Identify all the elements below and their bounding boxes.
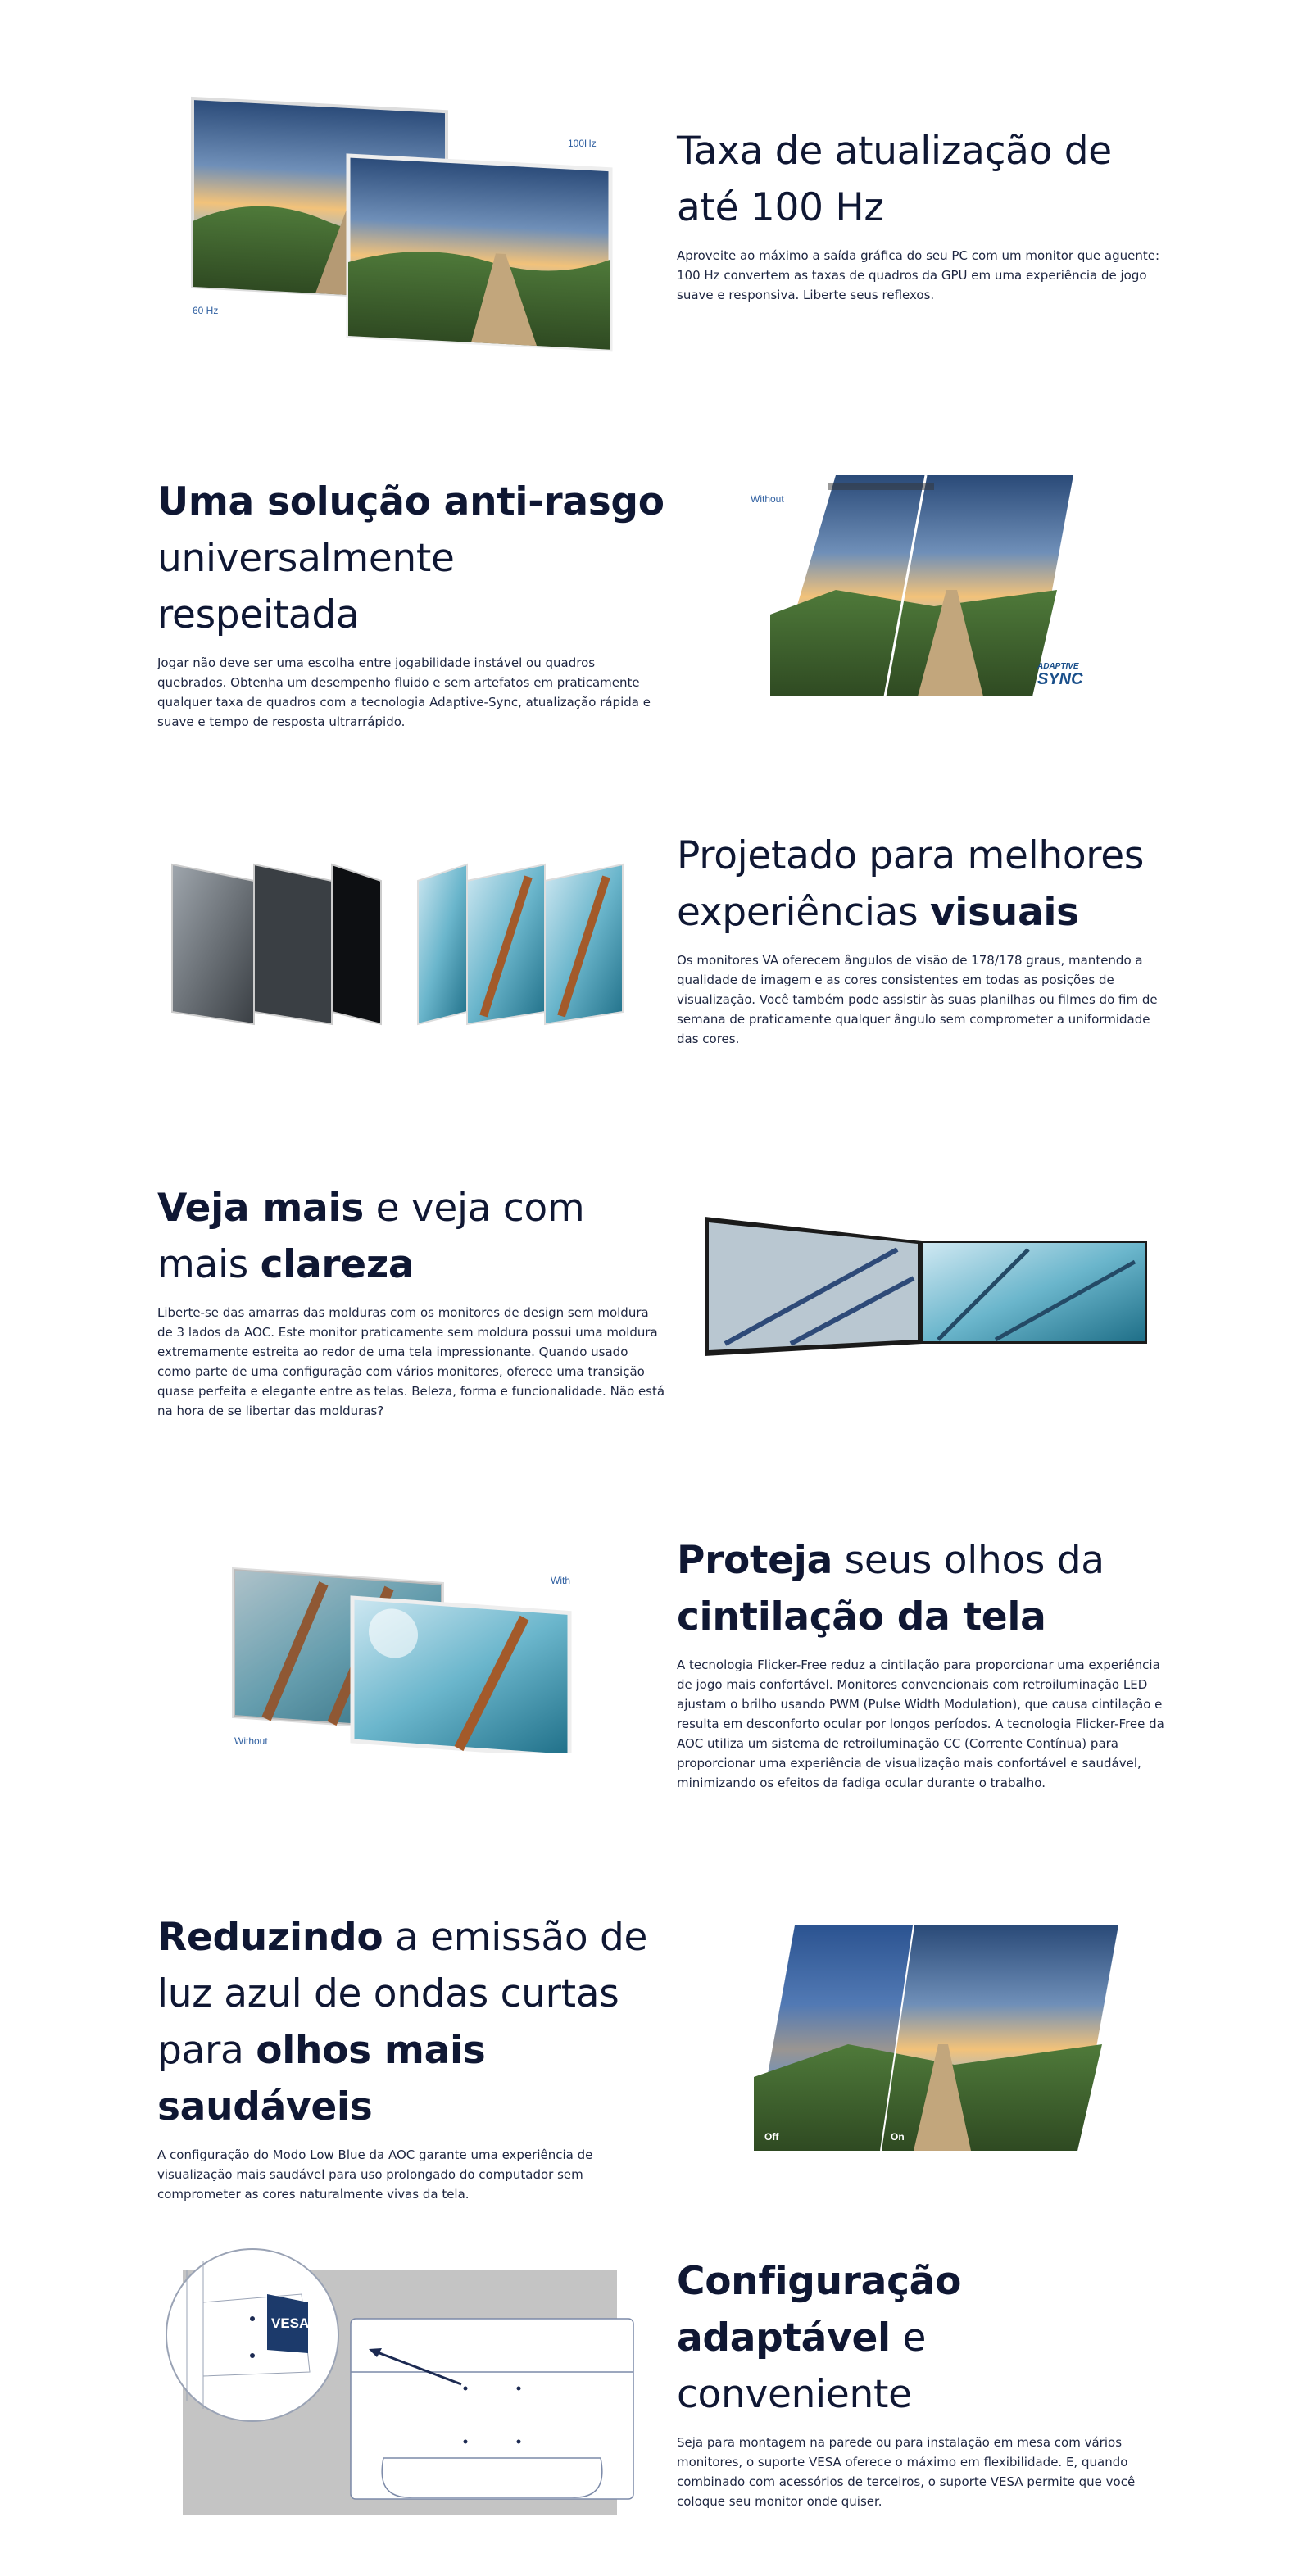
section-adaptive-sync (0, 451, 1311, 729)
refresh-rate-title: Taxa de atualização de até 100 Hz (677, 129, 1112, 230)
adaptive-sync-image (746, 467, 1106, 705)
label-off: Off (764, 2131, 779, 2143)
label-without: Without (234, 1735, 268, 1747)
vesa-mount-image (162, 2237, 654, 2515)
refresh-rate-description: Aproveite ao máximo a saída gráfica do seu PC com um monitor que aguente: 100 Hz convertem as taxas de quadros da GPU em uma experiência de jogo suave e responsiva. Liberte seus reflexos. (677, 248, 1160, 302)
viewing-angle-description: Os monitores VA oferecem ângulos de visão de 178/178 graus, mantendo a qualidade de imagem e as cores consistentes em todas as posições de visualização. Você também pode assistir às suas planilhas ou filmes do fim de semana de praticamente qualquer ângulo sem comprometer a uniformidade das cores. (677, 953, 1158, 1046)
frameless-text (157, 1180, 665, 1421)
label-60hz: 60 Hz (193, 305, 219, 316)
label-100hz: 100Hz (568, 138, 597, 149)
section-frameless (0, 1180, 1311, 1450)
frameless-monitor-image (701, 1213, 1151, 1360)
label-without: Without (751, 493, 784, 505)
vesa-text (677, 2253, 1168, 2511)
adaptive-sync-text (157, 474, 665, 732)
frameless-description: Liberte-se das amarras das molduras com os monitores de design sem moldura de 3 lados da AOC. Este monitor praticamente sem moldura possui uma moldura extremamente estreita ao redor de uma tela impressionante. Quando usado como parte de uma configuração com vários monitores, oferece uma transição quase perfeita e elegante entre as telas. Beleza, forma e funcionalidade. Não está na hora de se libertar das molduras? (157, 1305, 665, 1418)
flicker-free-text (677, 1532, 1168, 1793)
label-with: With (551, 1575, 570, 1586)
low-blue-text (157, 1909, 665, 2204)
section-vesa (0, 2237, 1311, 2540)
section-low-blue (0, 1909, 1311, 2202)
low-blue-image (750, 1921, 1127, 2155)
adaptive-sync-logo: ADAPTIVE SYNC (1037, 662, 1083, 688)
label-on: On (891, 2131, 905, 2143)
vesa-badge-text: VESA (271, 2315, 310, 2331)
low-blue-title: Reduzindo a emissão de luz azul de ondas curtas para olhos mais saudáveis (157, 1915, 648, 2129)
adaptive-sync-description: Jogar não deve ser uma escolha entre jogabilidade instável ou quadros quebrados. Obtenha um desempenho fluido e sem artefatos em praticamente qualquer taxa de quadros com a tecnologia Adaptive-Sync, atualização rápida e suave e tempo de resposta ultrarrápido. (157, 655, 651, 729)
adaptive-sync-title: Uma solução anti-rasgo universalmente respeitada (157, 479, 665, 637)
section-refresh-rate (0, 82, 1311, 352)
section-flicker-free (0, 1532, 1311, 1811)
flicker-free-title: Proteja seus olhos da cintilação da tela (677, 1538, 1105, 1639)
flicker-free-description: A tecnologia Flicker-Free reduz a cintilação para proporcionar uma experiência de jogo mais confortável. Monitores convencionais com retroiluminação LED ajustam o brilho usando PWM (Pulse Width Modulation), que causa cintilação e resulta em desconforto ocular por longos períodos. A tecnologia Flicker-Free da AOC utiliza um sistema de retroiluminação CC (Corrente Contínua) para proporcionar uma experiência de visualização mais confortável e saudável, minimizando os efeitos da fadiga ocular durante o trabalho. (677, 1658, 1164, 1790)
section-viewing-angles (0, 828, 1311, 1073)
flicker-free-image (229, 1565, 582, 1753)
vesa-title: Configuração adaptável e conveniente (677, 2259, 962, 2417)
vesa-description: Seja para montagem na parede ou para instalação em mesa com vários monitores, o suporte VESA oferece o máximo em flexibilidade. E, quando combinado com acessórios de terceiros, o suporte VESA permite que você coloque seu monitor onde quiser. (677, 2435, 1136, 2509)
frameless-title: Veja mais e veja com mais clareza (157, 1186, 585, 1287)
viewing-angle-title: Projetado para melhores experiências visuais (677, 833, 1145, 935)
low-blue-description: A configuração do Modo Low Blue da AOC garante uma experiência de visualização mais saudável para uso prolongado do computador sem comprometer as cores naturalmente vivas da tela. (157, 2147, 593, 2202)
refresh-rate-text (677, 123, 1168, 305)
refresh-rate-image (184, 90, 619, 352)
viewing-angle-text (677, 828, 1168, 1049)
viewing-angle-image (168, 860, 631, 1041)
